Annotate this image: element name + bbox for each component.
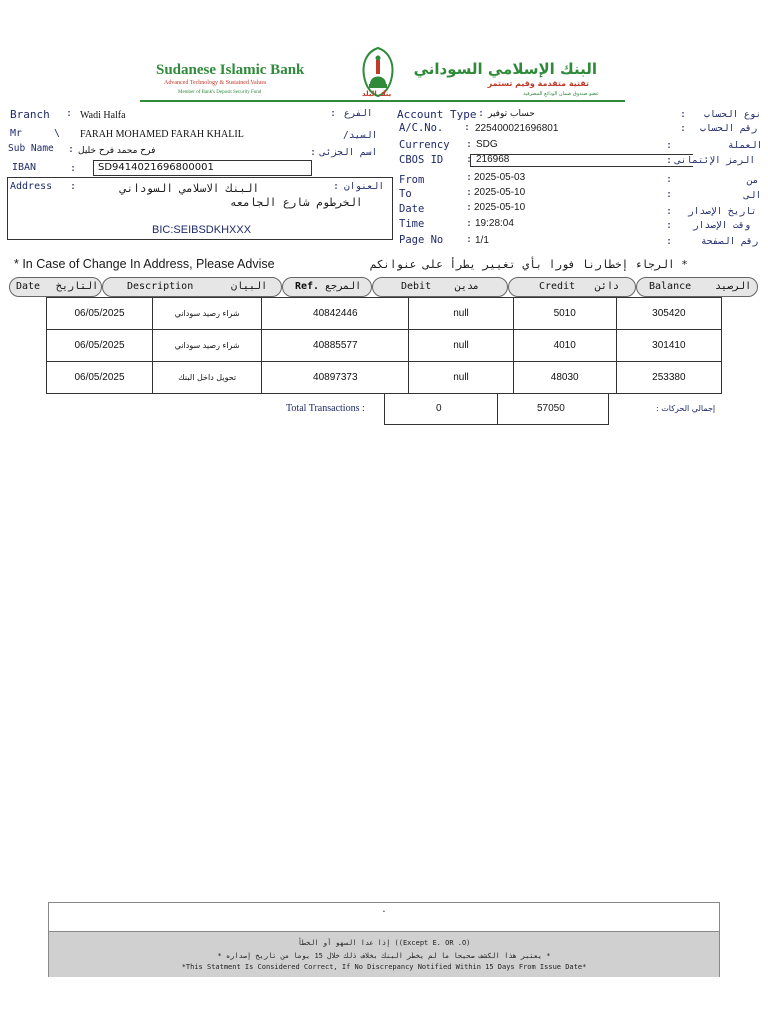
statement-footer <box>48 902 720 977</box>
bank-tagline-en: Advanced Technology & Sustained Values <box>164 80 267 86</box>
footer-disclaimer-en: *This Statment Is Considered Correct, If No Discrepancy Notified Within 15 Days From Issue Date* <box>181 963 587 971</box>
cell-credit: 5010 <box>513 298 616 330</box>
total-credit: 57050 <box>537 403 565 414</box>
bic-code: BIC:SEIBSDKHXXX <box>152 224 252 236</box>
branch-label: Branch <box>10 108 50 121</box>
page-label: Page No <box>399 234 444 246</box>
total-debit: 0 <box>436 403 442 414</box>
cell-debit: null <box>409 298 513 330</box>
currency-label: Currency <box>399 139 450 151</box>
col-credit-en: Credit <box>539 281 576 292</box>
cell-credit: 4010 <box>513 330 616 362</box>
col-header-ref <box>282 277 372 297</box>
footer-dot: . <box>381 905 387 915</box>
name-label-ar: السيد/ <box>343 130 378 141</box>
from-label-ar: من <box>747 175 759 186</box>
subname-value: فرح محمد فرح خليل <box>78 146 156 156</box>
page-value: 1/1 <box>475 235 489 246</box>
from-label: From <box>399 174 425 186</box>
account-type-value: حساب توفير <box>488 109 535 119</box>
address-change-notice-en: * In Case of Change In Address, Please Advise <box>14 257 275 271</box>
col-debit-ar: مدين <box>455 281 480 292</box>
mr-separator: \ <box>54 128 61 139</box>
subname-label-ar: اسم الجزئى <box>320 147 378 158</box>
table-row <box>47 298 722 330</box>
branch-label-ar: الفرع <box>344 108 373 119</box>
col-header-date <box>9 277 102 297</box>
table-row <box>47 362 722 394</box>
bank-member-ar: عضو صندوق ضمان الودائع المصرفية <box>523 91 599 97</box>
to-label: To <box>399 188 412 200</box>
to-label-ar: الى <box>744 190 762 201</box>
total-transactions-label-ar: إجمالي الحركات : <box>656 404 716 413</box>
cell-balance: 253380 <box>616 362 721 394</box>
to-value: 2025-05-10 <box>474 187 526 198</box>
date-value: 2025-05-10 <box>474 202 526 213</box>
address-line-2: الخرطوم شارع الجامعه <box>230 196 363 209</box>
iban-label: IBAN <box>12 162 37 173</box>
time-value: 19:28:04 <box>475 218 514 229</box>
branch-value: Wadi Halfa <box>80 110 126 121</box>
bank-tagline-ar: تقنية متقدمة وقيم تستمر <box>487 79 589 88</box>
col-header-debit <box>372 277 508 297</box>
time-label: Time <box>399 218 425 230</box>
col-header-description <box>102 277 282 297</box>
cell-credit: 48030 <box>513 362 616 394</box>
cell-date: 06/05/2025 <box>47 362 153 394</box>
cell-ref: 40885577 <box>262 330 409 362</box>
brand-ar: بنك البلد <box>362 90 392 98</box>
col-balance-ar: الرصيد <box>715 281 752 292</box>
footer-except-line: إذا عدا السهو أو الخطأ ((Except E. OR .O) <box>297 939 471 947</box>
cbos-label: CBOS ID <box>399 154 444 166</box>
table-row <box>47 330 722 362</box>
col-desc-ar: البيان <box>231 281 268 292</box>
transactions-table <box>46 297 722 394</box>
account-type-label-ar: نوع الحساب <box>704 109 762 120</box>
currency-label-ar: العملة <box>728 140 763 151</box>
mr-label: Mr <box>10 128 23 139</box>
date-label-ar: تاريخ الإصدار <box>688 206 757 217</box>
cell-ref: 40897373 <box>262 362 409 394</box>
col-balance-en: Balance <box>649 281 692 292</box>
from-value: 2025-05-03 <box>474 172 526 183</box>
time-label-ar: وقت الإصدار <box>693 220 751 231</box>
footer-disclaimer-ar: * يعتبر هذا الكشف صحيحا ما لم يخطر البنك بخلاف ذلك خلال 15 يوما من تاريخ إصداره * <box>217 952 551 960</box>
cell-debit: null <box>409 330 513 362</box>
col-date-en: Date <box>16 281 41 292</box>
cell-balance: 301410 <box>616 330 721 362</box>
col-desc-en: Description <box>127 281 194 292</box>
address-line-1: البنك الاسلامي السوداني <box>120 182 260 195</box>
cell-description: تحويل داخل البنك <box>153 362 262 394</box>
acno-label-ar: رقم الحساب <box>700 123 758 134</box>
currency-value: SDG <box>476 139 498 150</box>
date-label: Date <box>399 203 425 215</box>
col-credit-ar: دائن <box>595 281 620 292</box>
col-debit-en: Debit <box>401 281 432 292</box>
cell-description: شراء رصيد سوداني <box>153 298 262 330</box>
total-transactions-label: Total Transactions : <box>286 403 365 414</box>
address-change-notice-ar: * الرجاء إخطارنا فورا بأي تغيير يطرأ على عنوانكم <box>370 258 688 271</box>
cbos-label-ar: الرمز الإئتمانى <box>675 155 756 166</box>
col-header-balance <box>636 277 758 297</box>
cell-balance: 305420 <box>616 298 721 330</box>
col-date-ar: التاريخ <box>56 281 99 292</box>
cell-debit: null <box>409 362 513 394</box>
acno-label: A/C.No. <box>399 122 444 134</box>
customer-name: FARAH MOHAMED FARAH KHALIL <box>80 129 244 140</box>
col-ref-ar: المرجع <box>325 281 362 292</box>
address-label-ar: العنوان <box>344 181 385 192</box>
bank-name-ar: البنك الإسلامي السوداني <box>413 60 597 78</box>
bank-logo-banner <box>140 44 625 102</box>
col-ref-en: Ref. <box>295 281 320 292</box>
cell-date: 06/05/2025 <box>47 298 153 330</box>
bank-name-en: Sudanese Islamic Bank <box>156 62 305 78</box>
subname-label: Sub Name <box>8 143 54 154</box>
acno-value: 225400021696801 <box>475 123 559 134</box>
cbos-value: 216968 <box>476 154 510 165</box>
iban-value: SD9414021696800001 <box>98 162 214 173</box>
cell-description: شراء رصيد سوداني <box>153 330 262 362</box>
cell-date: 06/05/2025 <box>47 330 153 362</box>
page-label-ar: رقم الصفحة <box>701 236 759 247</box>
bank-member-en: Member of Bank's Deposit Security Fund <box>178 90 262 95</box>
address-label: Address <box>10 181 53 192</box>
account-type-label: Account Type <box>397 108 477 121</box>
col-header-credit <box>508 277 636 297</box>
cell-ref: 40842446 <box>262 298 409 330</box>
